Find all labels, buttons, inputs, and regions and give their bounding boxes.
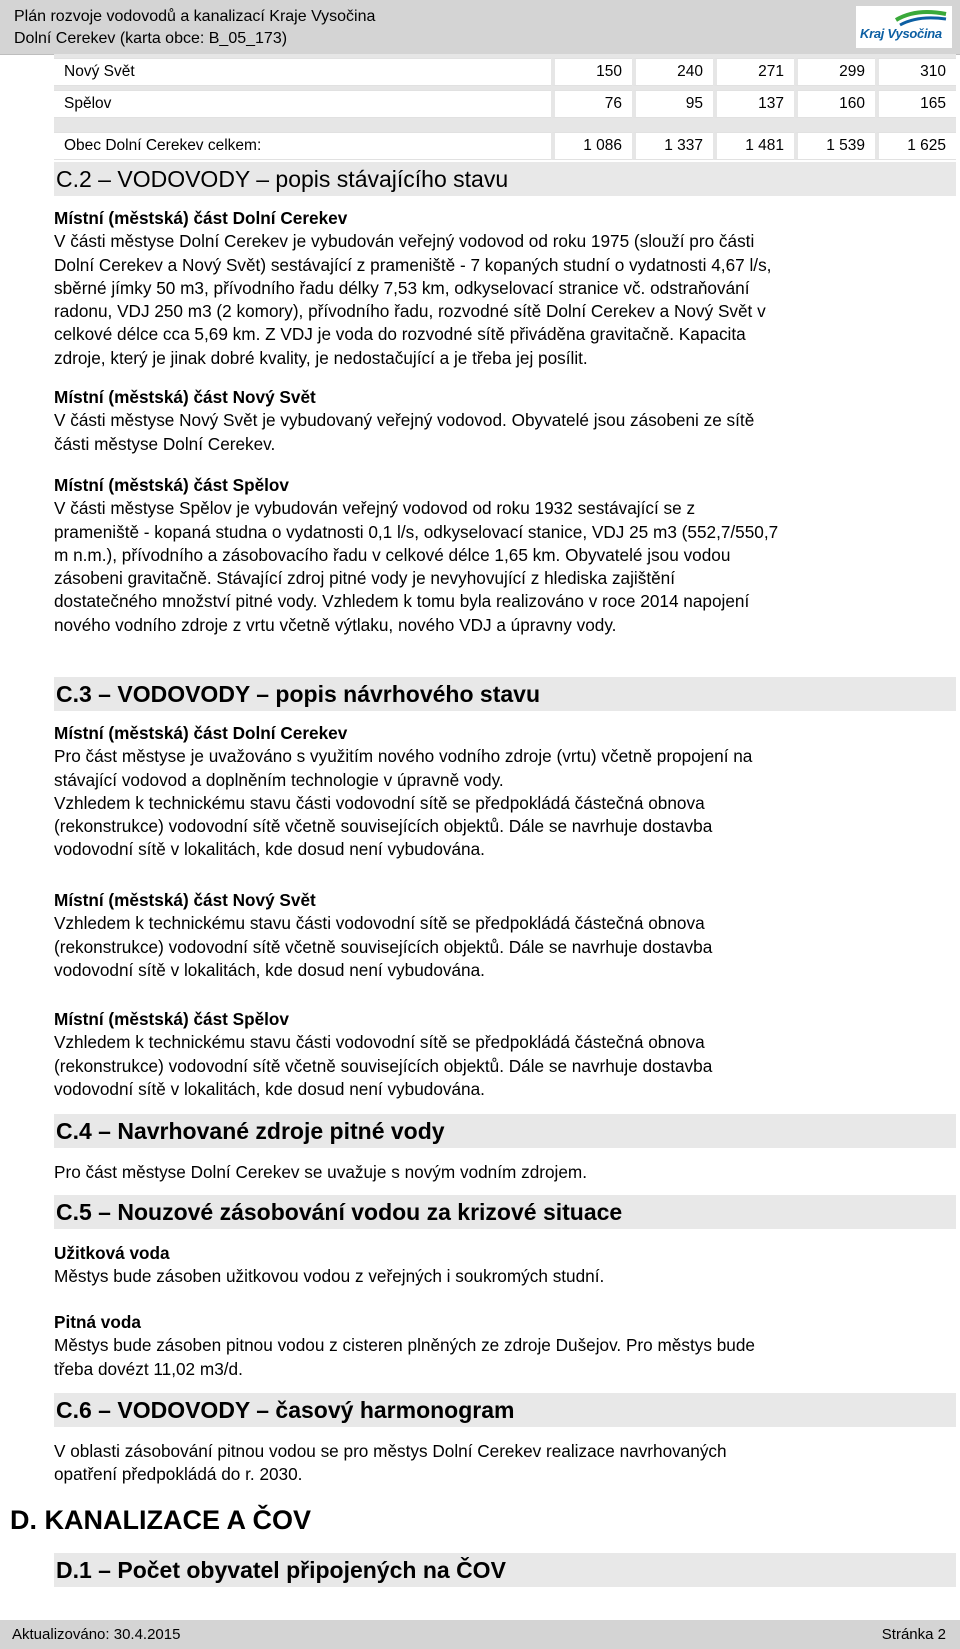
page-footer <box>0 1620 960 1649</box>
text-line: sběrné jímky 50 m3, přívodního řadu délky 7,53 km, odkyselovací stranice vč. odstraňování <box>54 277 750 298</box>
subsection-title: Místní (městská) část Spělov <box>54 1009 289 1029</box>
c2-part-spelov <box>54 474 954 637</box>
c2-part-novy-svet <box>54 386 954 456</box>
text-line: Pro část městyse Dolní Cerekev se uvažuje s novým vodním zdrojem. <box>54 1162 588 1182</box>
c3-part-novy-svet <box>54 889 954 982</box>
table-row <box>54 58 956 86</box>
subsection-title: Místní (městská) část Dolní Cerekev <box>54 208 348 228</box>
section-heading-c5: C.5 – Nouzové zásobování vodou za krizové situace <box>54 1195 956 1229</box>
text-line: Vzhledem k technickému stavu části vodovodní sítě se předpokládá částečná obnova <box>54 792 705 813</box>
document-title: Plán rozvoje vodovodů a kanalizací Kraje Vysočina <box>14 8 376 25</box>
logo-text: Kraj Vysočina <box>860 26 942 41</box>
text-line: (rekonstrukce) vodovodní sítě včetně souvisejících objektů. Dále se navrhuje dostavba <box>54 816 713 837</box>
text-line: V části městyse Dolní Cerekev je vybudován veřejný vodovod od roku 1975 (slouží pro části <box>54 231 755 252</box>
text-line: celkové délce cca 5,69 km. Z VDJ je voda do rozvodné sítě přiváděna gravitačně. Kapacita <box>54 324 746 345</box>
row-value: 160 <box>794 90 875 118</box>
row-value: 165 <box>875 90 956 118</box>
c3-part-spelov <box>54 1008 954 1101</box>
text-line: (rekonstrukce) vodovodní sítě včetně souvisejících objektů. Dále se navrhuje dostavba <box>54 936 713 957</box>
row-value: 95 <box>632 90 713 118</box>
subsection-title: Místní (městská) část Nový Svět <box>54 890 316 910</box>
chapter-heading-d: D. KANALIZACE A ČOV <box>10 1505 311 1535</box>
text-line: vodovodní sítě v lokalitách, kde dosud není vybudována. <box>54 1078 485 1099</box>
section-heading-c3: C.3 – VODOVODY – popis návrhového stavu <box>54 677 956 711</box>
text-line: V části městyse Spělov je vybudován veřejný vodovod od roku 1932 sestávající se z <box>54 498 696 519</box>
total-value: 1 539 <box>794 132 875 160</box>
subsection-title: Pitná voda <box>54 1312 141 1332</box>
row-value: 271 <box>713 58 794 86</box>
text-line: Městys bude zásoben užitkovou vodou z veřejných i soukromých studní. <box>54 1266 605 1287</box>
page-number: Stránka 2 <box>881 1626 946 1643</box>
c2-part-dolni-cerekev <box>54 207 954 370</box>
text-line: zásobeni gravitačně. Stávající zdroj pitné vody je nevyhovující z hlediska zajištění <box>54 568 675 589</box>
section-heading-c2: C.2 – VODOVODY – popis stávajícího stavu <box>54 162 956 196</box>
kraj-vysocina-logo <box>856 6 952 48</box>
text-line: radonu, VDJ 250 m3 (2 komory), přívodního řadu, rozvodné sítě Dolní Cerekev a Nový Svět v <box>54 301 766 322</box>
section-heading-c4: C.4 – Navrhované zdroje pitné vody <box>54 1114 956 1148</box>
row-value: 137 <box>713 90 794 118</box>
text-line: Vzhledem k technickému stavu části vodovodní sítě se předpokládá částečná obnova <box>54 1032 705 1053</box>
total-name: Obec Dolní Cerekev celkem: <box>54 132 551 160</box>
text-line: Vzhledem k technickému stavu části vodovodní sítě se předpokládá částečná obnova <box>54 913 705 934</box>
text-line: třeba dovézt 11,02 m3/d. <box>54 1358 243 1379</box>
total-value: 1 481 <box>713 132 794 160</box>
table-gap <box>54 122 956 128</box>
subsection-title: Místní (městská) část Dolní Cerekev <box>54 723 348 743</box>
c4-text <box>54 1161 954 1184</box>
text-line: V oblasti zásobování pitnou vodou se pro městys Dolní Cerekev realizace navrhovaných <box>54 1441 727 1461</box>
total-value: 1 337 <box>632 132 713 160</box>
c5-utility-water <box>54 1242 954 1289</box>
row-name: Spělov <box>54 90 551 118</box>
c3-part-dolni-cerekev <box>54 722 954 862</box>
section-heading-d1: D.1 – Počet obyvatel připojených na ČOV <box>54 1553 956 1587</box>
section-heading-c6: C.6 – VODOVODY – časový harmonogram <box>54 1393 956 1427</box>
subsection-title: Místní (městská) část Spělov <box>54 475 289 495</box>
text-line: nového vodního zdroje z vrtu včetně výtlaku, nového VDJ a úpravny vody. <box>54 614 617 635</box>
text-line: stávající vodovod a doplněním technologie v úpravně vody. <box>54 769 504 790</box>
total-value: 1 086 <box>551 132 632 160</box>
subsection-title: Užitková voda <box>54 1243 170 1263</box>
text-line: dostatečného množství pitné vody. Vzhledem k tomu byla realizováno v roce 2014 napojení <box>54 591 750 612</box>
row-value: 150 <box>551 58 632 86</box>
c6-text <box>54 1440 954 1487</box>
table-row <box>54 90 956 118</box>
text-line: Dolní Cerekev a Nový Svět) sestávající z prameniště - 7 kopaných studní o vydatnosti 4,67 l/s, <box>54 254 772 275</box>
text-line: prameniště - kopaná studna o vydatnosti 0,1 l/s, odkyselovací stanice, VDJ 25 m3 (552,7/550,7 <box>54 521 779 542</box>
text-line: opatření předpokládá do r. 2030. <box>54 1464 303 1485</box>
text-line: vodovodní sítě v lokalitách, kde dosud není vybudována. <box>54 839 485 860</box>
row-value: 310 <box>875 58 956 86</box>
text-line: Pro část městyse je uvažováno s využitím nového vodního zdroje (vrtu) včetně propojení na <box>54 746 753 767</box>
text-line: části městyse Dolní Cerekev. <box>54 433 276 454</box>
population-table <box>54 54 956 164</box>
row-name: Nový Svět <box>54 58 551 86</box>
text-line: (rekonstrukce) vodovodní sítě včetně souvisejících objektů. Dále se navrhuje dostavba <box>54 1055 713 1076</box>
page-header <box>0 0 960 55</box>
subsection-title: Místní (městská) část Nový Svět <box>54 387 316 407</box>
updated-date: Aktualizováno: 30.4.2015 <box>12 1626 181 1643</box>
table-total-row <box>54 132 956 160</box>
c5-drinking-water <box>54 1311 954 1381</box>
text-line: m n.m.), přívodního a zásobovacího řadu v celkové délce 1,65 km. Obyvatelé jsou vodou <box>54 544 731 565</box>
row-value: 76 <box>551 90 632 118</box>
municipality-card-title: Dolní Cerekev (karta obce: B_05_173) <box>14 30 288 47</box>
text-line: vodovodní sítě v lokalitách, kde dosud není vybudována. <box>54 959 485 980</box>
text-line: zdroje, který je jinak dobré kvality, je nedostačující a je třeba jej posílit. <box>54 347 588 368</box>
text-line: Městys bude zásoben pitnou vodou z cisteren plněných ze zdroje Dušejov. Pro městys bude <box>54 1335 755 1356</box>
row-value: 299 <box>794 58 875 86</box>
total-value: 1 625 <box>875 132 956 160</box>
row-value: 240 <box>632 58 713 86</box>
text-line: V části městyse Nový Svět je vybudovaný veřejný vodovod. Obyvatelé jsou zásobeni ze sítě <box>54 410 755 431</box>
